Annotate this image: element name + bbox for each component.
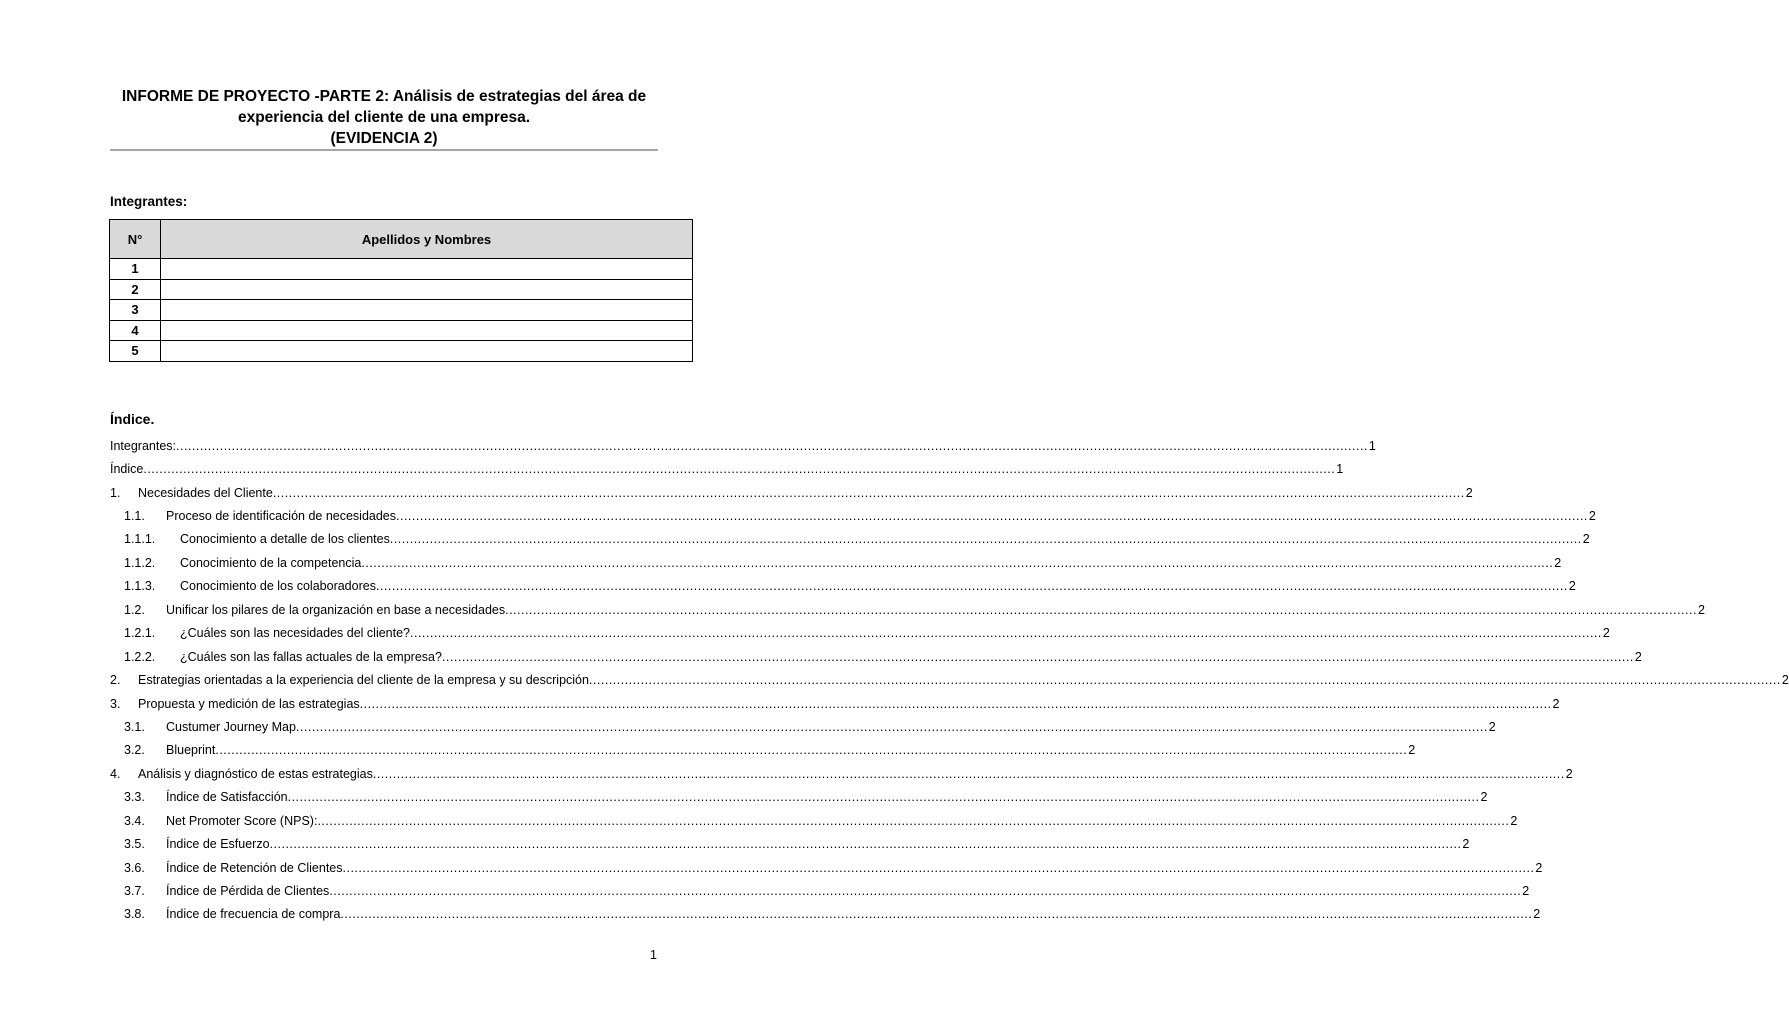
row-name-cell[interactable] (161, 259, 693, 280)
toc-entry-page: 2 (1634, 649, 1642, 664)
toc-entry-title[interactable]: Índice de Retención de Clientes (166, 860, 343, 875)
toc-entry-page: 2 (1552, 696, 1560, 711)
toc-entry-title[interactable]: Custumer Journey Map (166, 719, 296, 734)
toc-dot-leader: ............................................................................................................................................................................................................................................................................................................ (329, 884, 1522, 899)
toc-entry-title[interactable]: Unificar los pilares de la organización en base a necesidades (166, 602, 506, 617)
toc-entry-number: 1.1.1. (124, 532, 156, 547)
toc-entry-page: 2 (1697, 602, 1705, 617)
row-number: 1 (110, 259, 161, 280)
toc-entry-number: 3.2. (124, 743, 145, 758)
toc-dot-leader: ............................................................................................................................................................................................................................................................................................................ (340, 907, 1533, 922)
row-name-cell[interactable] (161, 341, 693, 362)
toc-entry-title[interactable]: Conocimiento de la competencia (180, 555, 362, 570)
toc-dot-leader: ............................................................................................................................................................................................................................................................................................................ (287, 790, 1480, 805)
toc-entry[interactable] (110, 762, 1573, 785)
toc-entry-page: 2 (1533, 907, 1541, 922)
toc-entry-title[interactable]: Análisis y diagnóstico de estas estrategias (138, 766, 373, 781)
toc-entry-number: 1.1. (124, 509, 145, 524)
toc-dot-leader: ............................................................................................................................................................................................................................................................................................................ (295, 719, 1488, 734)
toc-dot-leader: ............................................................................................................................................................................................................................................................................................................ (588, 673, 1781, 688)
members-heading: Integrantes: (110, 194, 188, 209)
toc-entry-page: 2 (1522, 884, 1530, 899)
toc-entry-page: 2 (1565, 766, 1573, 781)
toc-entry-page: 2 (1480, 790, 1488, 805)
toc-entry-number: 3.4. (124, 813, 145, 828)
table-row (110, 259, 693, 280)
toc-entry-title[interactable]: ¿Cuáles son las fallas actuales de la empresa? (180, 649, 442, 664)
toc-entry[interactable] (110, 739, 1416, 762)
toc-entry-number: 1.1.3. (124, 579, 156, 594)
toc-dot-leader: ............................................................................................................................................................................................................................................................................................................ (375, 579, 1568, 594)
toc-entry[interactable] (110, 786, 1488, 809)
toc-dot-leader: ............................................................................................................................................................................................................................................................................................................ (269, 837, 1462, 852)
title-line-3: (EVIDENCIA 2) (330, 130, 438, 147)
toc-entry[interactable] (110, 457, 1344, 480)
toc-entry-number: 1.2.2. (124, 649, 156, 664)
toc-entry-number: 3.3. (124, 790, 145, 805)
title-line-2: experiencia del cliente de una empresa. (237, 109, 531, 126)
toc-entry-number: 3.8. (124, 907, 145, 922)
toc-entry[interactable] (110, 598, 1705, 621)
toc-entry[interactable] (110, 645, 1642, 668)
toc-dot-leader: ............................................................................................................................................................................................................................................................................................................ (359, 696, 1552, 711)
toc-dot-leader: ............................................................................................................................................................................................................................................................................................................ (505, 602, 1697, 617)
toc-entry-title[interactable]: Proceso de identificación de necesidades (166, 509, 397, 524)
toc-entry-number: 3.7. (124, 884, 145, 899)
toc-dot-leader: ............................................................................................................................................................................................................................................................................................................ (361, 555, 1554, 570)
toc-entry-title[interactable]: Índice de frecuencia de compra (166, 907, 341, 922)
column-header-number: N° (110, 220, 161, 259)
toc-entry-title[interactable]: ¿Cuáles son las necesidades del cliente? (180, 626, 410, 641)
toc-entry-number: 1.2.1. (124, 626, 156, 641)
toc-entry-page: 2 (1408, 743, 1416, 758)
toc-heading: Índice. (110, 411, 155, 427)
toc-entry[interactable] (110, 832, 1470, 855)
toc-dot-leader: ............................................................................................................................................................................................................................................................................................................ (143, 462, 1336, 477)
title-line-1: INFORME DE PROYECTO -PARTE 2: Análisis de estrategias del área de (121, 88, 647, 105)
toc-entry[interactable] (110, 434, 1376, 457)
toc-entry-page: 2 (1465, 485, 1473, 500)
toc-dot-leader: ............................................................................................................................................................................................................................................................................................................ (410, 626, 1602, 641)
toc-entry-page: 2 (1568, 579, 1576, 594)
toc-entry-number: 3. (110, 696, 121, 711)
toc-entry[interactable] (110, 715, 1496, 738)
table-row (110, 341, 693, 362)
row-number: 4 (110, 320, 161, 341)
toc-entry-title[interactable]: Índice de Esfuerzo (166, 837, 270, 852)
table-row (110, 320, 693, 341)
toc-entry[interactable] (110, 622, 1610, 645)
toc-entry[interactable] (110, 551, 1562, 574)
table-row (110, 279, 693, 300)
table-of-contents (110, 434, 1789, 926)
toc-entry-page: 1 (1336, 462, 1344, 477)
toc-entry-number: 3.6. (124, 860, 145, 875)
toc-entry-page: 1 (1368, 438, 1376, 453)
toc-entry-page: 2 (1462, 837, 1470, 852)
toc-entry-page: 2 (1588, 509, 1596, 524)
toc-entry-number: 1. (110, 485, 121, 500)
column-header-names: Apellidos y Nombres (161, 220, 693, 259)
document-title (110, 86, 658, 149)
toc-entry-title[interactable]: Integrantes: (110, 438, 177, 453)
toc-entry-number: 1.2. (124, 602, 145, 617)
row-number: 2 (110, 279, 161, 300)
members-table (109, 219, 693, 362)
toc-entry-page: 2 (1535, 860, 1543, 875)
toc-entry[interactable] (110, 481, 1473, 504)
toc-entry-page: 2 (1582, 532, 1590, 547)
toc-entry-number: 3.5. (124, 837, 145, 852)
toc-entry[interactable] (110, 856, 1543, 879)
toc-entry-title[interactable]: Blueprint (166, 743, 216, 758)
toc-entry-title[interactable]: Estrategias orientadas a la experiencia del cliente de la empresa y su descripción (138, 673, 589, 688)
toc-dot-leader: ............................................................................................................................................................................................................................................................................................................ (396, 509, 1588, 524)
page-number: 1 (650, 948, 657, 962)
toc-entry-page: 2 (1781, 673, 1789, 688)
row-name-cell[interactable] (161, 300, 693, 321)
toc-entry[interactable] (110, 575, 1576, 598)
toc-entry[interactable] (110, 879, 1530, 902)
row-name-cell[interactable] (161, 279, 693, 300)
toc-entry-page: 2 (1554, 555, 1562, 570)
members-table-header (110, 220, 693, 259)
row-number: 5 (110, 341, 161, 362)
toc-entry-title[interactable]: Net Promoter Score (NPS): (166, 813, 318, 828)
toc-entry-number: 4. (110, 766, 121, 781)
toc-entry[interactable] (110, 504, 1596, 527)
table-row (110, 300, 693, 321)
toc-entry[interactable] (110, 528, 1590, 551)
toc-entry-title[interactable]: Propuesta y medición de las estrategias (138, 696, 360, 711)
toc-entry-title[interactable]: Conocimiento a detalle de los clientes (180, 532, 390, 547)
row-name-cell[interactable] (161, 320, 693, 341)
toc-entry-number: 3.1. (124, 719, 145, 734)
toc-dot-leader: ............................................................................................................................................................................................................................................................................................................ (372, 766, 1565, 781)
toc-entry-page: 2 (1510, 813, 1518, 828)
toc-entry[interactable] (110, 903, 1541, 926)
toc-entry[interactable] (110, 692, 1560, 715)
toc-entry-title[interactable]: Necesidades del Cliente (138, 485, 273, 500)
toc-entry-page: 2 (1488, 719, 1496, 734)
toc-entry-title[interactable]: Índice de Pérdida de Clientes (166, 884, 330, 899)
toc-entry-title[interactable]: Conocimiento de los colaboradores (180, 579, 376, 594)
toc-dot-leader: ............................................................................................................................................................................................................................................................................................................ (176, 438, 1368, 453)
toc-entry[interactable] (110, 809, 1518, 832)
row-number: 3 (110, 300, 161, 321)
toc-dot-leader: ............................................................................................................................................................................................................................................................................................................ (389, 532, 1582, 547)
toc-dot-leader: ............................................................................................................................................................................................................................................................................................................ (317, 813, 1510, 828)
toc-entry-page: 2 (1602, 626, 1610, 641)
toc-entry[interactable] (110, 668, 1789, 691)
toc-entry-title[interactable]: Índice (110, 462, 144, 477)
toc-dot-leader: ............................................................................................................................................................................................................................................................................................................ (441, 649, 1634, 664)
toc-entry-number: 1.1.2. (124, 555, 156, 570)
toc-entry-number: 2. (110, 673, 121, 688)
title-divider (110, 149, 658, 151)
toc-dot-leader: ............................................................................................................................................................................................................................................................................................................ (215, 743, 1408, 758)
toc-dot-leader: ............................................................................................................................................................................................................................................................................................................ (342, 860, 1535, 875)
toc-dot-leader: ............................................................................................................................................................................................................................................................................................................ (272, 485, 1465, 500)
toc-entry-title[interactable]: Índice de Satisfacción (166, 790, 288, 805)
